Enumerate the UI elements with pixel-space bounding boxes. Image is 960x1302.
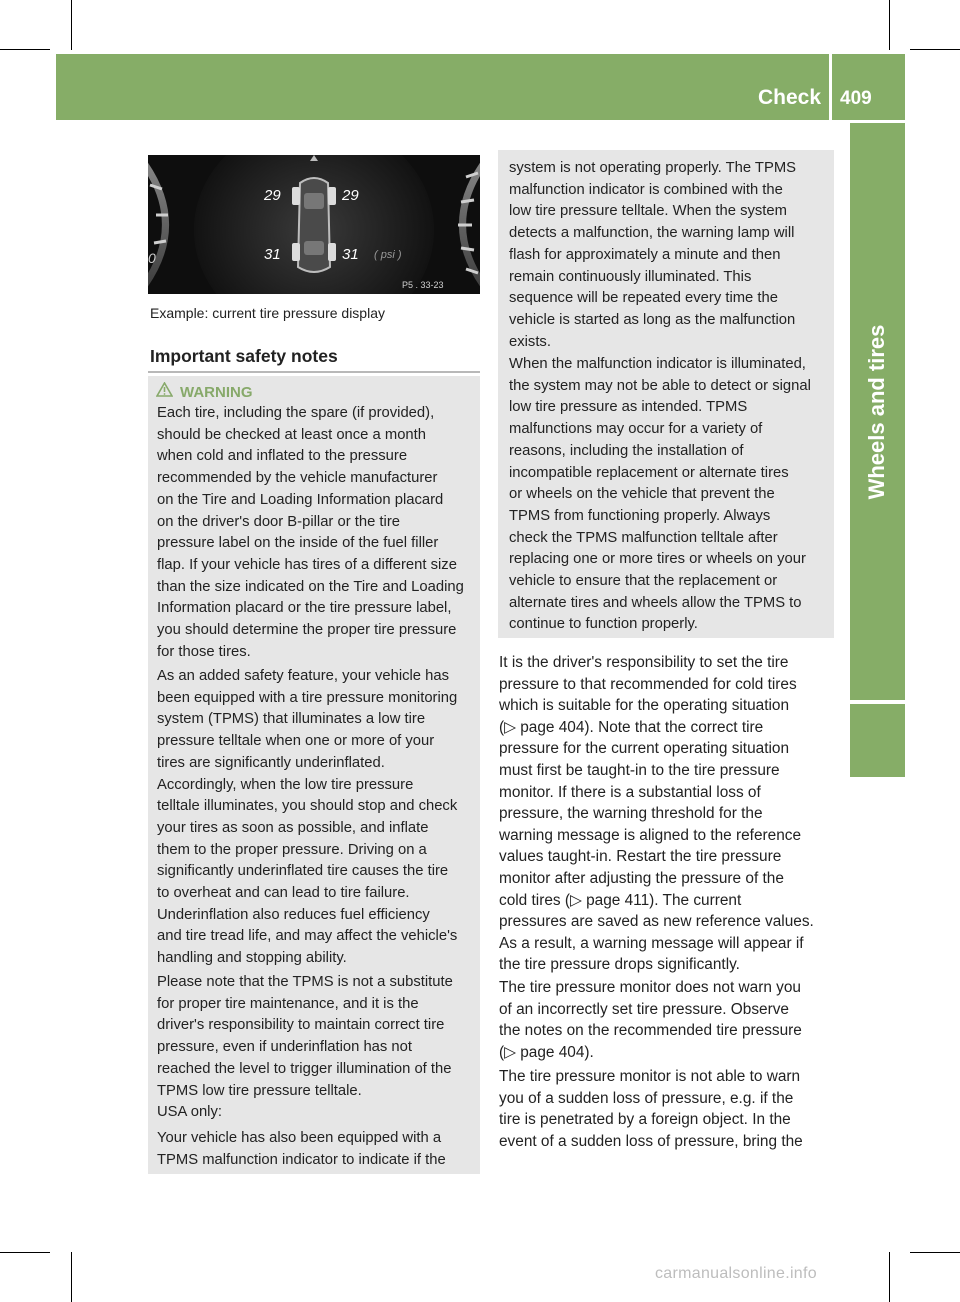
section-heading: Important safety notes [150, 346, 338, 366]
warning-paragraph: Please note that the TPMS is not a substitute for proper tire maintenance, and it is the driver's responsibility to maintain correct tire pressure, even if underinflation has not reached the level to trigger illumination of the TPMS low tire pressure telltale. [157, 974, 453, 1099]
crop-mark [910, 49, 960, 50]
crop-mark [910, 1252, 960, 1253]
body-paragraph: It is the driver's responsibility to set the tire pressure to that recommended for cold tires which is suitable for the operating situation (▷ page 404). Note that the correct tire pressure for the current operating situation must first be taught-in to the tire pressure monitor. If there is a substantial loss of pressure, the warning threshold for the warning message is aligned to the reference values taught-in. Restart the tire pressure monitor after adjusting the pressure of the cold tires (▷ page 411). The current pressures are saved as new reference values. As a result, a warning message will appear if the tire pressure drops significantly. [499, 654, 814, 974]
warning-title-text: WARNING [180, 384, 253, 401]
header-separator [829, 54, 832, 120]
front-left-pressure: 29 [264, 187, 281, 204]
warning-continued-paragraph: When the malfunction indicator is illuminated, the system may not be able to detect or signal low tire pressure as intended. TPMS malfunctions may occur for a variety of reasons, including the installation of incompatible replacement or alternate tires or wheels on the vehicle that prevent the TPMS from functioning properly. Always check the TPMS malfunction telltale after replacing one or more tires or wheels on your vehicle to ensure that the replacement or alternate tires and wheels allow the TPMS to continue to function properly. [509, 356, 811, 633]
page-number: 409 [840, 88, 872, 109]
warning-continued-paragraph: system is not operating properly. The TPMS malfunction indicator is combined with the low tire pressure telltale. When the system detects a malfunction, the warning lamp will flash for approximately a minute and then remain continuously illuminated. This sequence will be repeated every time the vehicle is started as long as the malfunction exists. [509, 160, 797, 350]
rear-left-pressure: 31 [264, 246, 281, 263]
scale-zero: 0 [148, 250, 156, 266]
side-tab-label: Wheels and tires [864, 324, 889, 500]
crop-mark [0, 1252, 50, 1253]
crop-mark [889, 1252, 890, 1302]
side-tab-marker [850, 704, 905, 777]
figure-code: P5 . 33-23 [402, 280, 444, 290]
section-title: Check [757, 86, 821, 109]
body-paragraph: The tire pressure monitor is not able to warn you of a sudden loss of pressure, e.g. if the tire is penetrated by a foreign object. In the event of a sudden loss of pressure, bring the [499, 1068, 803, 1150]
heading-rule [148, 371, 480, 373]
crop-mark [71, 0, 72, 50]
figure-caption: Example: current tire pressure display [150, 305, 385, 321]
rear-right-pressure: 31 [342, 246, 359, 263]
warning-paragraph: As an added safety feature, your vehicle has been equipped with a tire pressure monitoring system (TPMS) that illuminates a low tire pressure telltale when one or more of your tires are significantly underinflated. Accordingly, when the low tire pressure telltale illuminates, you should stop and check your tires as soon as possible, and inflate them to the proper pressure. Driving on a significantly underinflated tire causes the tire to overheat and can lead to tire failure. Underinflation also reduces fuel efficiency and tire tread life, and may affect the vehicle's handling and stopping ability. [157, 668, 458, 967]
crop-mark [71, 1252, 72, 1302]
pressure-unit: ( psi ) [374, 249, 402, 261]
body-paragraph: The tire pressure monitor does not warn you of an incorrectly set tire pressure. Observe the notes on the recommended tire pressure (▷ page 404). [499, 979, 802, 1061]
front-right-pressure: 29 [342, 187, 359, 204]
warning-paragraph: USA only: [157, 1104, 222, 1120]
tire-pressure-display-image [148, 155, 480, 294]
watermark: carmanualsonline.info [655, 1265, 817, 1282]
crop-mark [0, 49, 50, 50]
warning-title [156, 382, 253, 401]
warning-triangle-icon [156, 382, 174, 401]
crop-mark [889, 0, 890, 50]
warning-paragraph: Your vehicle has also been equipped with a TPMS malfunction indicator to indicate if the [157, 1130, 446, 1168]
warning-paragraph: Each tire, including the spare (if provided), should be checked at least once a month when cold and inflated to the pressure recommended by the vehicle manufacturer on the Tire and Loading Information placard on the driver's door B-pillar or the tire pressure label on the inside of the fuel filler flap. If your vehicle has tires of a different size than the size indicated on the Tire and Loading Information placard or the tire pressure label, you should determine the proper tire pressure for those tires. [157, 405, 464, 660]
